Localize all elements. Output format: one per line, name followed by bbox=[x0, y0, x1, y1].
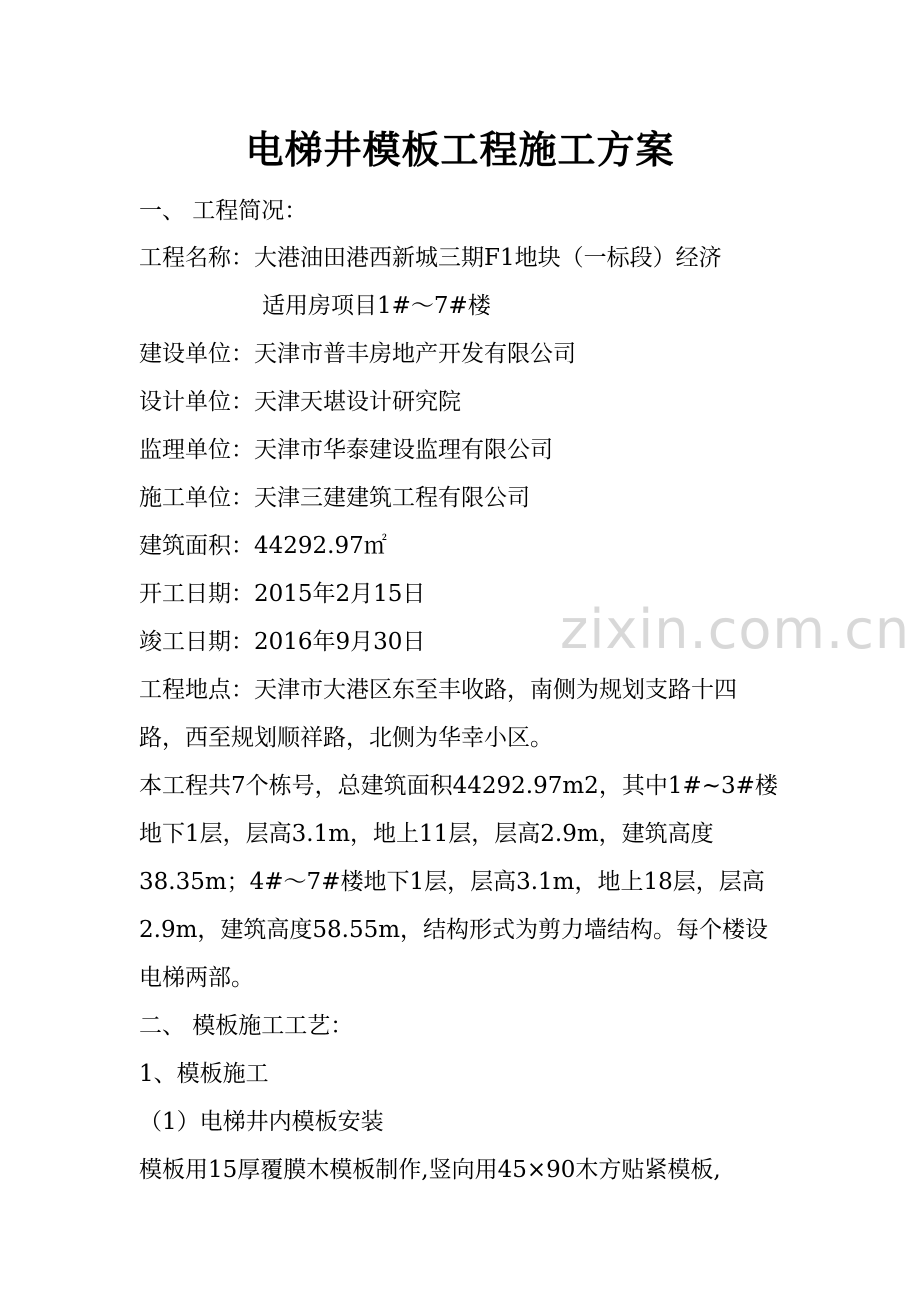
document-title: 电梯井模板工程施工方案 bbox=[245, 128, 675, 172]
designer-line: 设计单位：天津天堪设计研究院 bbox=[139, 389, 461, 415]
contractor-line: 施工单位：天津三建建筑工程有限公司 bbox=[139, 485, 530, 511]
overview-paragraph-line-4: 2.9m，建筑高度58.55m，结构形式为剪力墙结构。每个楼设 bbox=[139, 917, 769, 943]
overview-paragraph-line-1: 本工程共7个栋号，总建筑面积44292.97m2，其中1#~3#楼 bbox=[139, 773, 778, 799]
location-continuation: 路，西至规划顺祥路，北侧为华幸小区。 bbox=[139, 725, 553, 751]
overview-paragraph-line-2: 地下1层，层高3.1m，地上11层，层高2.9m，建筑高度 bbox=[139, 821, 714, 847]
supervisor-line: 监理单位：天津市华泰建设监理有限公司 bbox=[139, 437, 553, 463]
watermark-text: zixin.com.cn bbox=[560, 598, 911, 661]
overview-paragraph-line-3: 38.35m；4#～7#楼地下1层，层高3.1m，地上18层，层高 bbox=[139, 869, 765, 895]
completion-date-line: 竣工日期：2016年9月30日 bbox=[139, 629, 426, 655]
item-heading: （1）电梯井内模板安装 bbox=[139, 1109, 384, 1135]
owner-line: 建设单位：天津市普丰房地产开发有限公司 bbox=[139, 341, 576, 367]
overview-paragraph-line-5: 电梯两部。 bbox=[139, 965, 254, 991]
section-heading-1: 一、 工程简况： bbox=[139, 198, 308, 224]
formwork-paragraph-line-1: 模板用15厚覆膜木模板制作,竖向用45×90木方贴紧模板, bbox=[139, 1157, 721, 1183]
start-date-line: 开工日期：2015年2月15日 bbox=[139, 581, 426, 607]
project-name-line: 工程名称：大港油田港西新城三期F1地块（一标段）经济 bbox=[139, 245, 722, 271]
subsection-heading: 1、模板施工 bbox=[139, 1061, 269, 1087]
building-area-line: 建筑面积：44292.97㎡ bbox=[139, 533, 387, 559]
location-line: 工程地点：天津市大港区东至丰收路，南侧为规划支路十四 bbox=[139, 677, 737, 703]
section-heading-2: 二、 模板施工工艺： bbox=[139, 1013, 354, 1039]
project-name-continuation: 适用房项目1#～7#楼 bbox=[262, 293, 491, 319]
